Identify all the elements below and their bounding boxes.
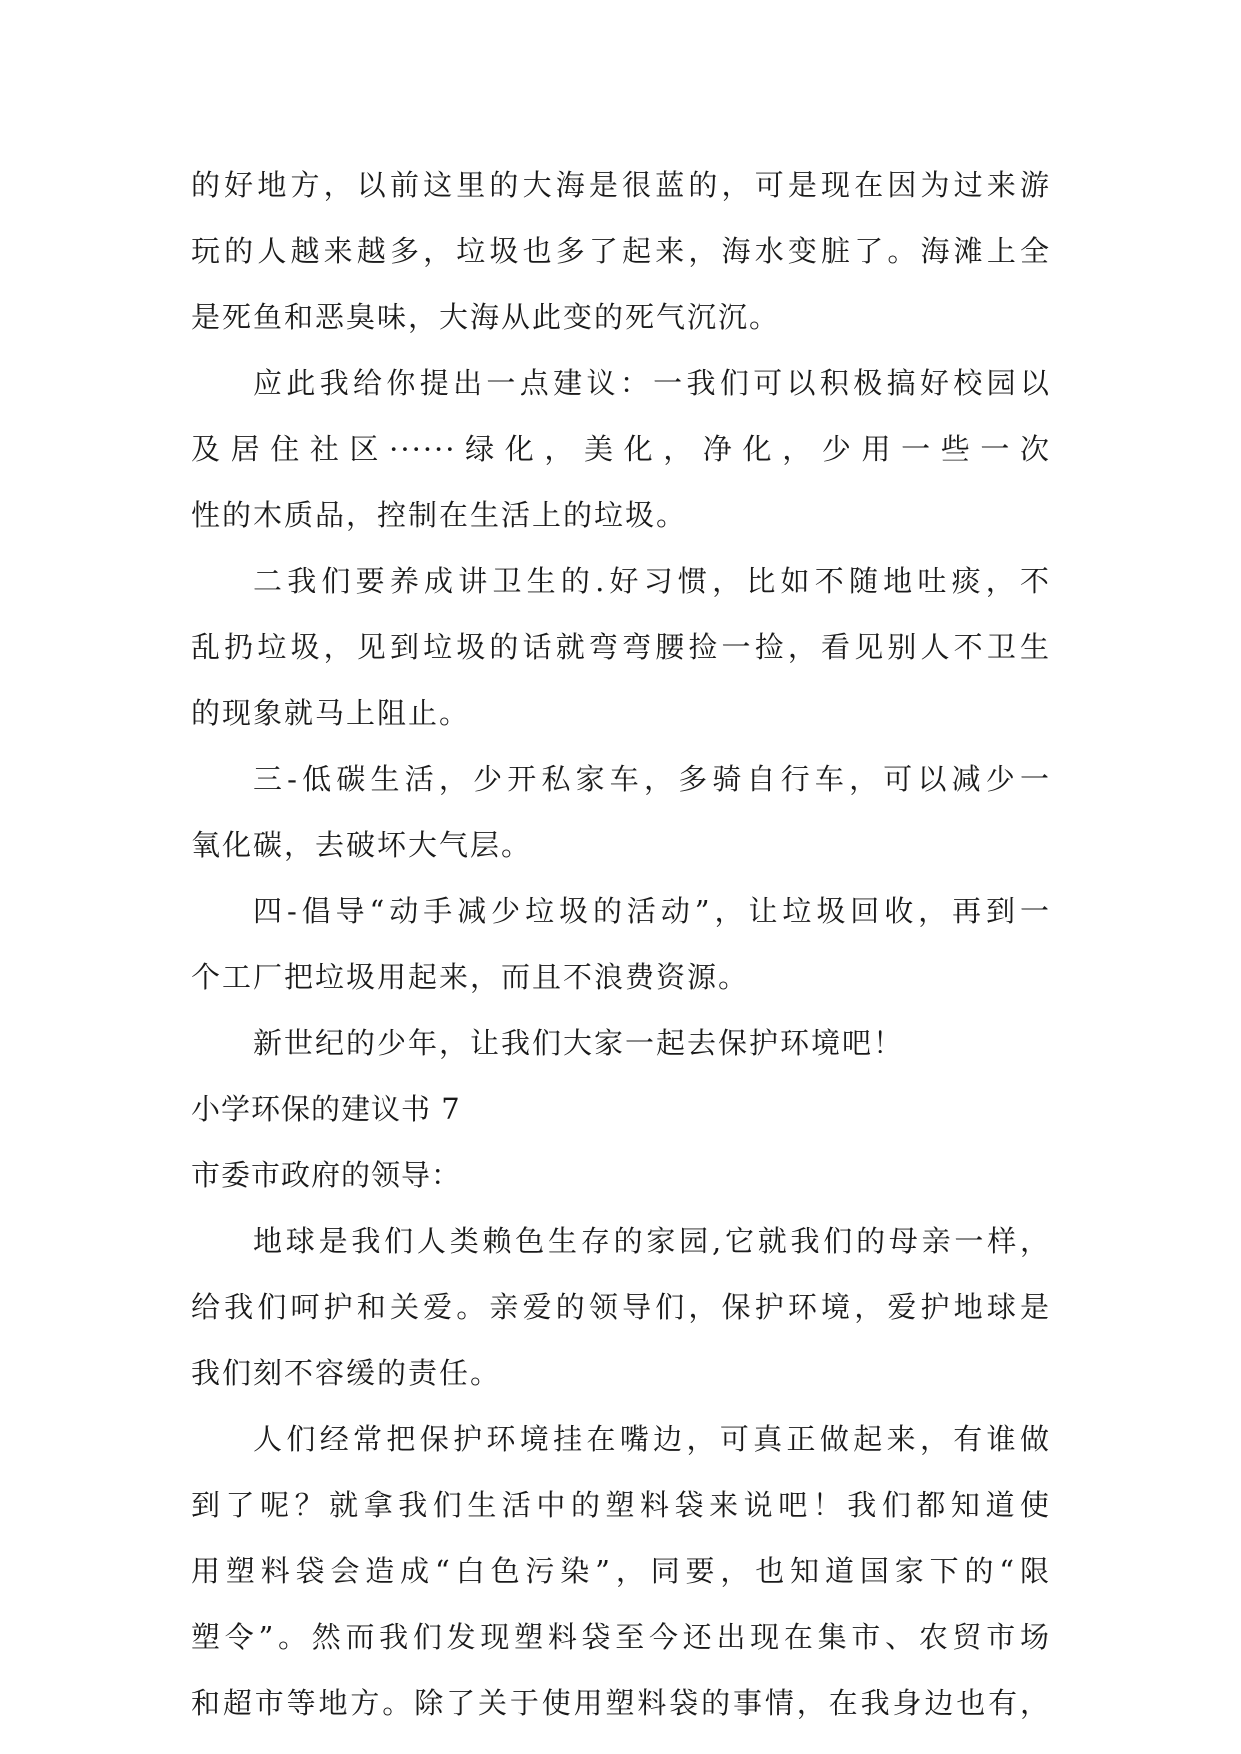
text-line: 是死鱼和恶臭味，大海从此变的死气沉沉。 bbox=[191, 300, 781, 334]
text-line: 人们经常把保护环境挂在嘴边，可真正做起来，有谁做 bbox=[253, 1422, 1051, 1456]
text-line: 用塑料袋会造成“白色污染”，同要，也知道国家下的“限 bbox=[191, 1554, 1051, 1588]
text-line: 塑令”。然而我们发现塑料袋至今还出现在集市、农贸市场 bbox=[191, 1620, 1051, 1654]
text-line: 四-倡导“动手减少垃圾的活动”，让垃圾回收，再到一 bbox=[253, 894, 1051, 928]
text-line: 新世纪的少年，让我们大家一起去保护环境吧！ bbox=[253, 1026, 905, 1060]
text-line: 我们刻不容缓的责任。 bbox=[191, 1356, 502, 1390]
text-line: 乱扔垃圾，见到垃圾的话就弯弯腰捡一捡，看见别人不卫生 bbox=[191, 630, 1051, 664]
text-line: 性的木质品，控制在生活上的垃圾。 bbox=[191, 498, 688, 532]
text-line: 到了呢？就拿我们生活中的塑料袋来说吧！我们都知道使 bbox=[191, 1488, 1051, 1522]
text-line: 的现象就马上阻止。 bbox=[191, 696, 471, 730]
text-line: 及居住社区······绿化，美化，净化，少用一些一次 bbox=[191, 432, 1051, 466]
text-line: 玩的人越来越多，垃圾也多了起来，海水变脏了。海滩上全 bbox=[191, 234, 1051, 268]
text-line: 三-低碳生活，少开私家车，多骑自行车，可以减少一 bbox=[253, 762, 1051, 796]
text-line: 的好地方，以前这里的大海是很蓝的，可是现在因为过来游 bbox=[191, 168, 1051, 202]
text-line: 二我们要养成讲卫生的.好习惯，比如不随地吐痰，不 bbox=[253, 564, 1051, 598]
document-body bbox=[191, 152, 1051, 1736]
salutation: 市委市政府的领导： bbox=[191, 1158, 462, 1192]
text-line: 应此我给你提出一点建议：一我们可以积极搞好校园以 bbox=[253, 366, 1051, 400]
text-line: 氧化碳，去破坏大气层。 bbox=[191, 828, 533, 862]
text-line: 和超市等地方。除了关于使用塑料袋的事情，在我身边也有， bbox=[191, 1686, 1051, 1720]
text-line: 给我们呵护和关爱。亲爱的领导们，保护环境，爱护地球是 bbox=[191, 1290, 1051, 1324]
section-title: 小学环保的建议书 7 bbox=[191, 1092, 461, 1126]
text-line: 个工厂把垃圾用起来，而且不浪费资源。 bbox=[191, 960, 750, 994]
text-line: 地球是我们人类赖色生存的家园,它就我们的母亲一样， bbox=[253, 1224, 1051, 1258]
